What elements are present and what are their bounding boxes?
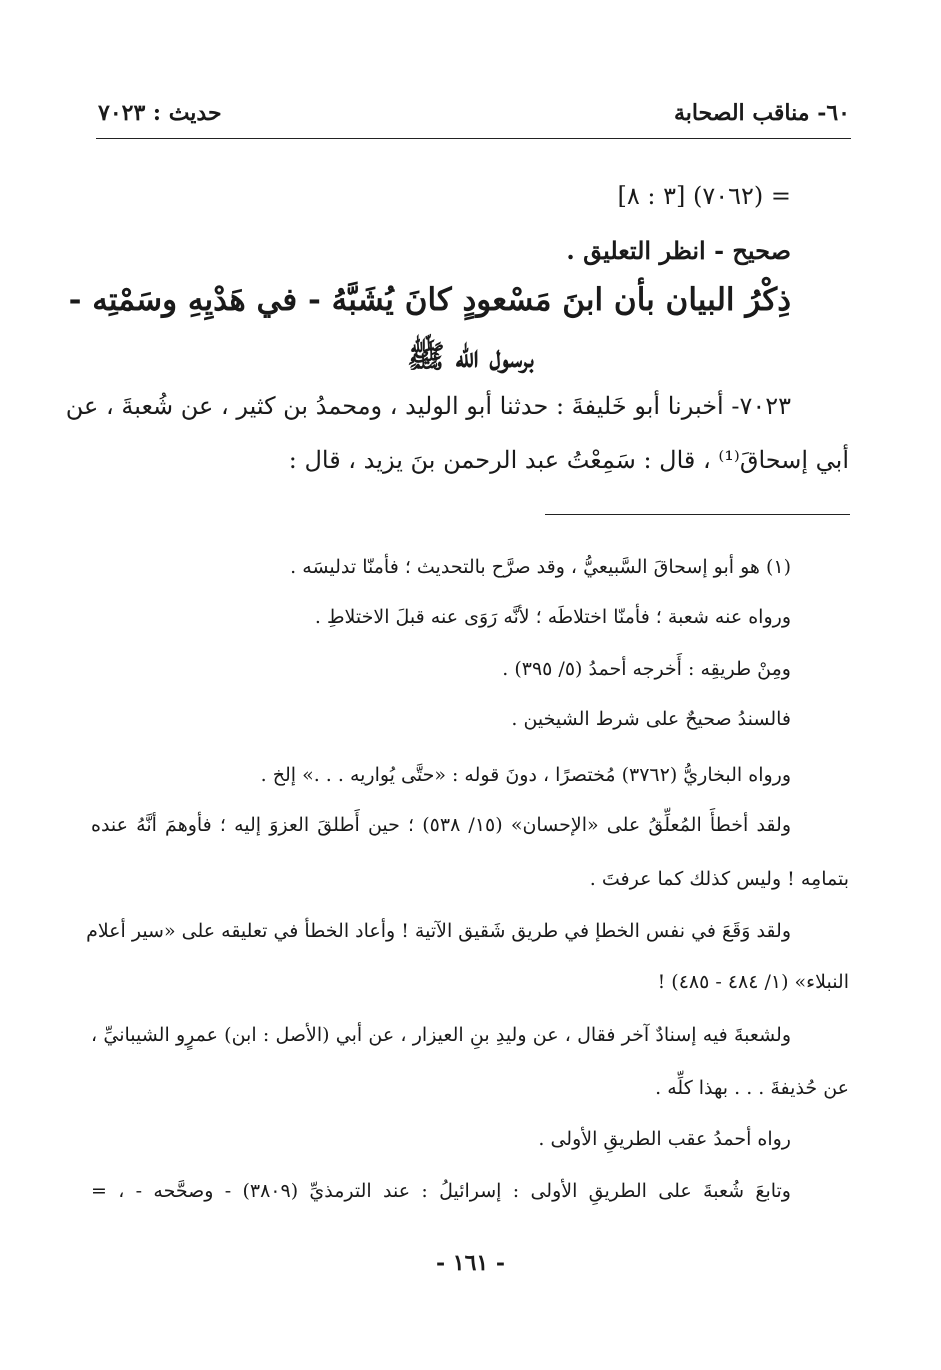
footnote-divider bbox=[545, 514, 850, 515]
footnote-line: وتابعَ شُعبةَ على الطريقِ الأولى : إسرائيلُ : عند الترمذيِّ (٣٨٠٩) - وصحَّحه - ، = bbox=[91, 1180, 791, 1202]
footnote-line: رواه أحمدُ عقب الطريقِ الأولى . bbox=[538, 1128, 791, 1150]
footnote-line: بتمامِه ! وليس كذلك كما عرفتَ . bbox=[589, 868, 849, 890]
footnote-line: ورواه البخاريُّ (٣٧٦٢) مُختصرًا ، دونَ قوله : «حتَّى يُواريه . . .» إلخ . bbox=[260, 764, 791, 786]
grade-line: صحيح - انظر التعليق . bbox=[566, 236, 791, 265]
footnote-line: ومِنْ طريقِه : أَخرجه أحمدُ (٥/ ٣٩٥) . bbox=[502, 658, 791, 680]
footnote-line: (١) هو أبو إسحاقَ السَّبيعيُّ ، وقد صرَّح بالتحديث ؛ فأمنّا تدليسَه . bbox=[290, 556, 791, 578]
page-number: - ١٦١ - bbox=[435, 1250, 506, 1276]
cross-reference-line: = (٧٠٦٢) [٣ : ٨] bbox=[617, 182, 791, 210]
chapter-title: ٦٠- مناقب الصحابة bbox=[673, 100, 850, 126]
running-header bbox=[98, 100, 850, 132]
footnote-line: ولشعبةَ فيه إسنادٌ آخر فقال ، عن وليدِ بنِ العيزار ، عن أبي (الأصل : ابن) عمرٍو الشيبانيِّ ، bbox=[91, 1024, 791, 1046]
footnote-line: النبلاء» (١/ ٤٨٤ - ٤٨٥) ! bbox=[657, 971, 849, 993]
chapter-heading-line-2: برسول اللّه ﷺ bbox=[407, 339, 534, 375]
footnote-line: ولقد أخطأَ المُعلِّقُ على «الإحسان» (١٥/ ٥٣٨) ؛ حين أَطلقَ العزوَ إليه ؛ فأوهمَ أنَّهُ عنده bbox=[91, 814, 791, 836]
footnote-line: فالسندُ صحيحٌ على شرط الشيخين . bbox=[511, 708, 791, 730]
chapter-heading-line-1: ذِكْرُ البيان بأن ابنَ مَسْعودٍ كانَ يُشَبَّهُ - في هَدْيِهِ وسَمْتِه - bbox=[68, 282, 791, 318]
hadith-text-line-2: أبي إسحاقَ⁽¹⁾ ، قال : سَمِعْتُ عبد الرحمن بنَ يزيد ، قال : bbox=[288, 446, 849, 474]
header-divider bbox=[96, 138, 851, 139]
footnote-line: ولقد وَقَعَ في نفس الخطإ في طريق شَقيق الآتية ! وأعاد الخطأ في تعليقه على «سير أعلام bbox=[86, 920, 791, 942]
hadith-reference: حديث : ٧٠٢٣ bbox=[98, 100, 222, 126]
hadith-text-line-1: ٧٠٢٣- أخبرنا أبو خَليفةَ : حدثنا أبو الوليد ، ومحمدُ بن كثير ، عن شُعبةَ ، عن bbox=[65, 392, 791, 420]
footnote-line: ورواه عنه شعبة ؛ فأمنّا اختلاطَه ؛ لأنَّه رَوَى عنه قبلَ الاختلاطِ . bbox=[314, 606, 791, 628]
footnote-line: عن حُذيفةَ . . . بهذا كلِّه . bbox=[655, 1077, 849, 1099]
